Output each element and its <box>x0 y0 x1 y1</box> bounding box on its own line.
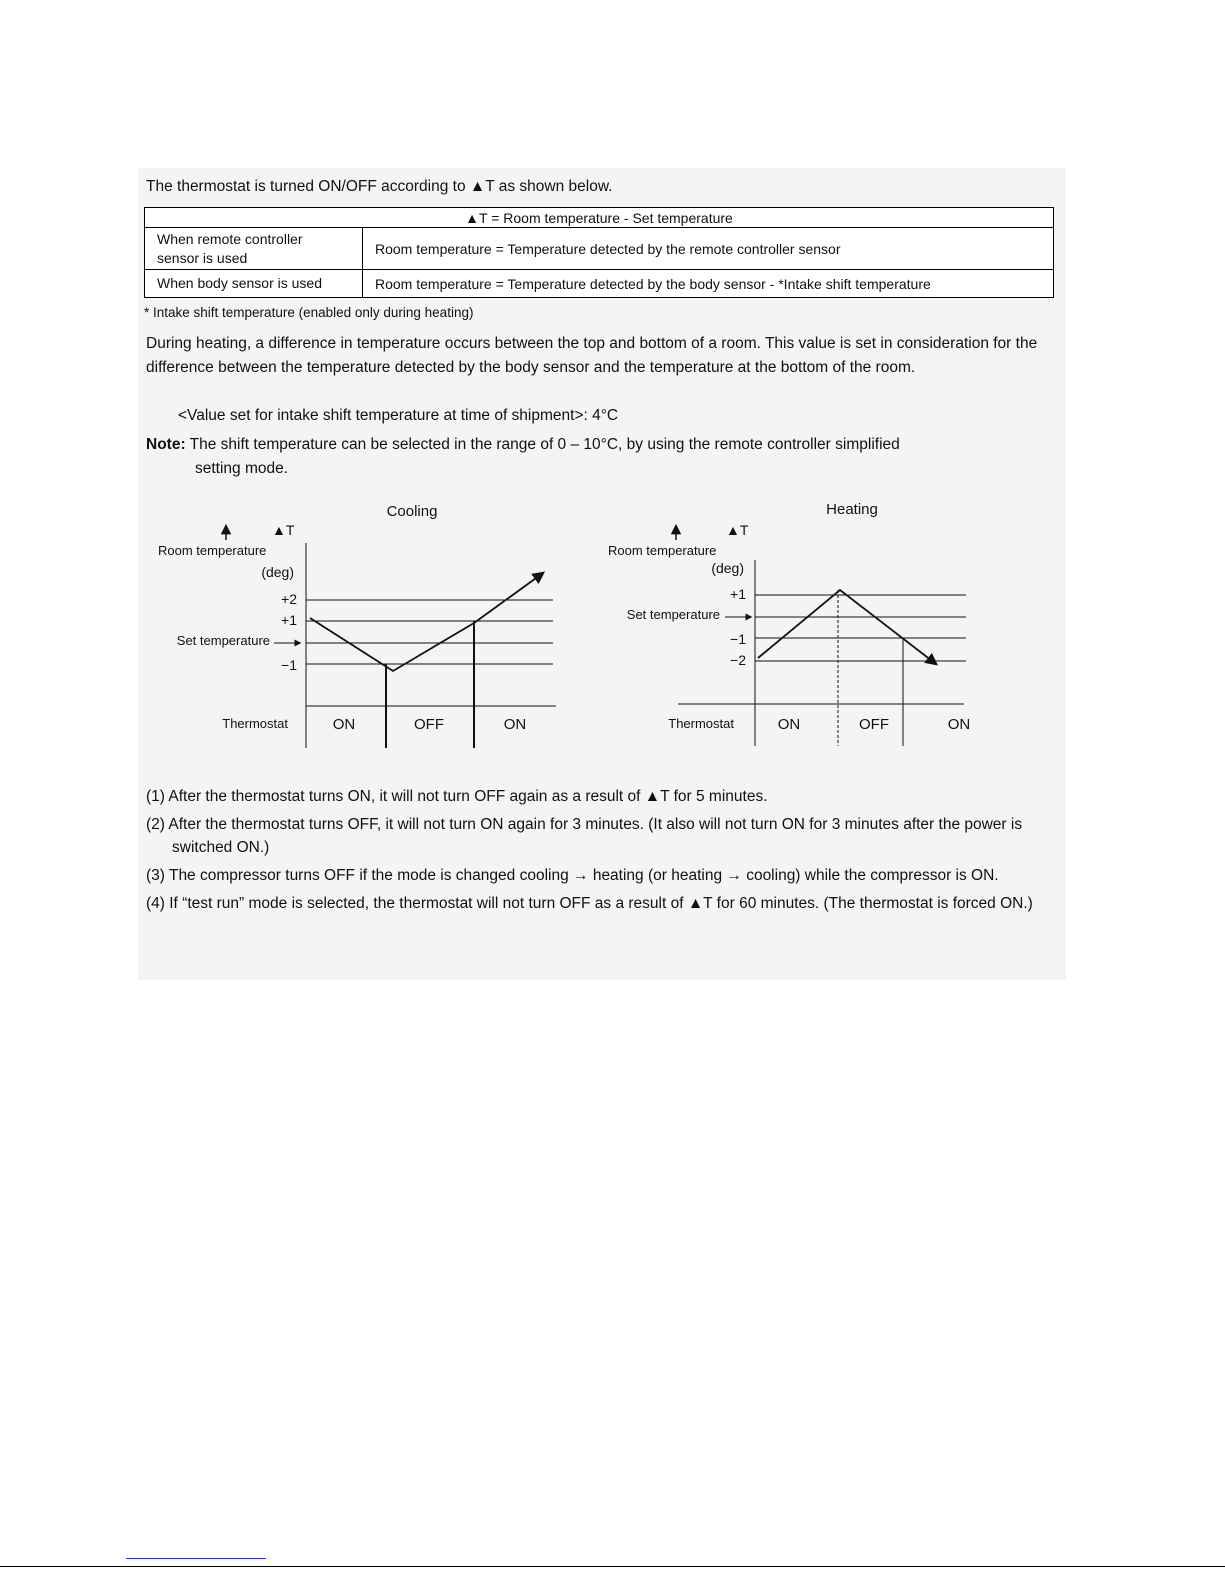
delta-t-label: ▲T <box>272 522 295 538</box>
table-header: ▲T = Room temperature - Set temperature <box>145 208 1054 228</box>
note-label: Note: <box>146 436 186 453</box>
page-bottom-rule <box>0 1566 1225 1567</box>
footnote: * Intake shift temperature (enabled only during heating) <box>144 305 474 320</box>
room-temperature-curve <box>310 573 543 671</box>
note-text-continued: setting mode. <box>195 459 289 477</box>
state-off-label: OFF <box>859 716 889 733</box>
delta-t-label: ▲T <box>726 522 749 538</box>
set-temp-label: Set temperature <box>626 607 720 622</box>
tick-label: +1 <box>281 612 297 628</box>
list-item: (3) The compressor turns OFF if the mode is changed cooling → heating (or heating → cooling) while the compressor is ON. <box>146 867 999 884</box>
cooling-diagram <box>158 503 556 748</box>
tick-label: −1 <box>281 657 297 673</box>
body-paragraph: During heating, a difference in temperature occurs between the top and bottom of a room. This value is set in consideration for the difference between the temperature detected by the body sensor and the temperature at the bottom of the room. <box>146 335 1038 376</box>
tick-label: +1 <box>730 586 746 602</box>
heating-diagram <box>608 501 970 746</box>
room-temperature-curve <box>758 590 936 664</box>
tick-label: −2 <box>730 652 746 668</box>
y-axis-label: Room temperature <box>608 543 717 558</box>
set-temp-label: Set temperature <box>176 633 270 648</box>
list-item: (4) If “test run” mode is selected, the thermostat will not turn OFF as a result of ▲T for 60 minutes. (The thermostat is forced ON.) <box>146 895 1033 912</box>
condition-line: When remote controller <box>157 230 303 247</box>
state-on-label: ON <box>332 716 356 733</box>
condition-line: sensor is used <box>157 249 248 266</box>
note-text: The shift temperature can be selected in the range of 0 – 10°C, by using the remote controller simplified <box>189 436 900 453</box>
state-on-label: ON <box>503 716 527 733</box>
y-axis-label: Room temperature <box>158 543 267 558</box>
shipment-value: <Value set for intake shift temperature at time of shipment>: 4°C <box>178 407 619 424</box>
table-cell-definition: Room temperature = Temperature detected by the body sensor - *Intake shift temperature <box>363 270 1054 298</box>
thermostat-diagrams <box>138 168 1066 768</box>
rules-list <box>146 785 1058 920</box>
thermostat-label: Thermostat <box>668 716 734 731</box>
content-area <box>138 168 1066 980</box>
tick-label: +2 <box>281 591 297 607</box>
list-item: (1) After the thermostat turns ON, it will not turn OFF again as a result of ▲T for 5 minutes. <box>146 788 768 805</box>
page-link-underline[interactable] <box>126 1558 266 1559</box>
heating-title: Heating <box>826 501 878 518</box>
intro-text: The thermostat is turned ON/OFF according to ▲T as shown below. <box>146 178 613 195</box>
state-on-label: ON <box>947 716 971 733</box>
table-cell-condition: When body sensor is used <box>145 270 363 298</box>
thermostat-label: Thermostat <box>222 716 288 731</box>
unit-label: (deg) <box>711 560 744 576</box>
cooling-title: Cooling <box>386 503 438 520</box>
table-cell-definition: Room temperature = Temperature detected by the remote controller sensor <box>363 228 1054 270</box>
unit-label: (deg) <box>261 564 294 580</box>
state-off-label: OFF <box>414 716 444 733</box>
list-item: (2) After the thermostat turns OFF, it will not turn ON again for 3 minutes. (It also will not turn ON for 3 minutes after the power is switched ON.) <box>146 816 1023 856</box>
tick-label: −1 <box>730 631 746 647</box>
state-on-label: ON <box>777 716 801 733</box>
